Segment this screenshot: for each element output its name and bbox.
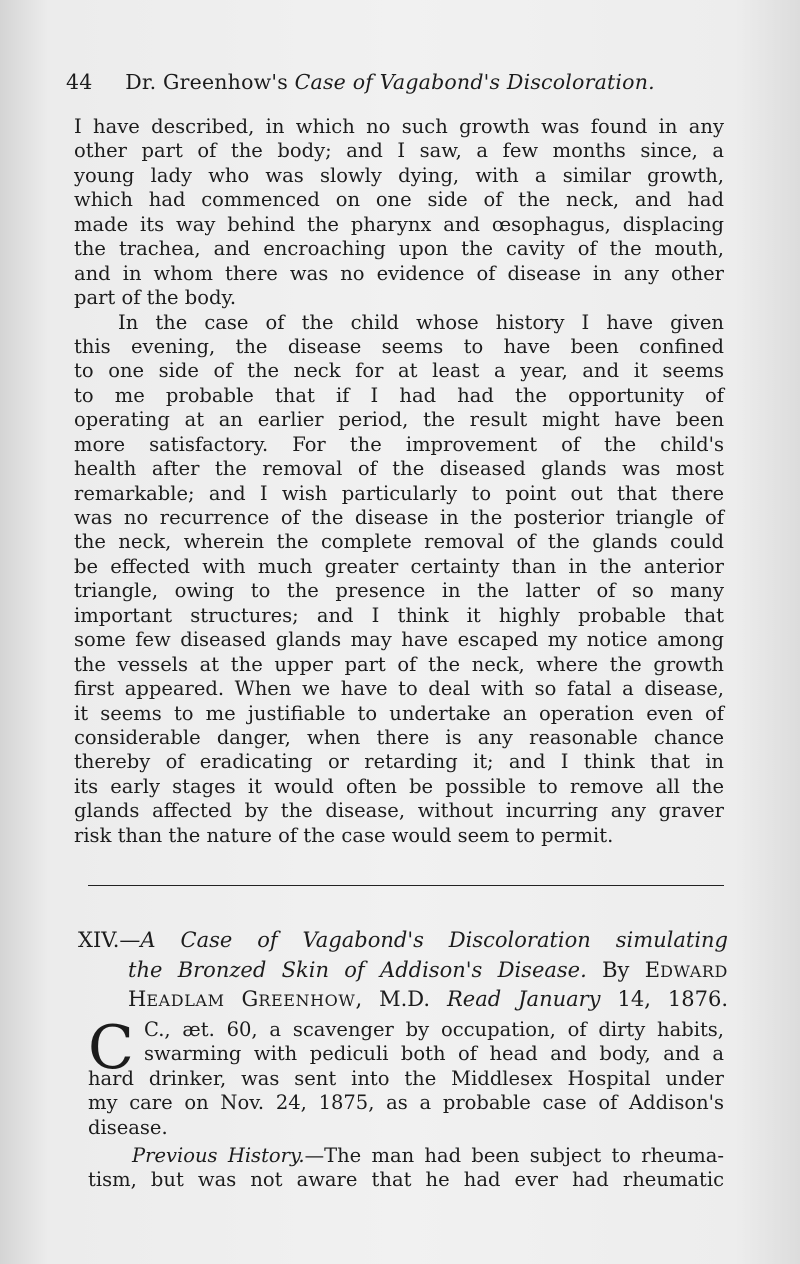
text-line: its early stages it would often be possible to remove all the: [74, 774, 724, 798]
text-line: remarkable; and I wish particularly to point out that there: [74, 481, 724, 505]
heading-line-1: [78, 926, 728, 956]
section-heading: [78, 926, 728, 1015]
page-number: 44: [66, 70, 93, 94]
section-title-part-1: A Case of Vagabond's Discoloration simulating: [140, 928, 728, 952]
history-text: [88, 1144, 724, 1193]
text-line: disease.: [88, 1115, 168, 1139]
text-line: swarming with pediculi both of head and body, and a: [144, 1042, 724, 1066]
author-middle-name: HEADLAM: [128, 987, 225, 1011]
text-line: hard drinker, was sent into the Middlesex Hospital under: [88, 1066, 724, 1090]
running-head: [66, 70, 706, 94]
section-title-part-2: the Bronzed Skin of Addison's Disease.: [128, 957, 587, 982]
text-line: risk than the nature of the case would seem to permit.: [74, 823, 614, 847]
text-line: the trachea, and encroaching upon the cavity of the mouth,: [74, 237, 724, 261]
text-line: the vessels at the upper part of the neck, where the growth: [74, 652, 724, 676]
text-line: it seems to me justifiable to undertake an operation even of: [74, 701, 724, 725]
text-line: which had commenced on one side of the neck, and had: [74, 188, 724, 212]
text-line: and in whom there was no evidence of disease in any other: [74, 261, 724, 285]
drop-cap: C: [88, 1013, 134, 1083]
section-divider: [88, 885, 724, 886]
text-line: first appeared. When we have to deal with so fatal a disease,: [74, 677, 724, 701]
text-line: health after the removal of the diseased glands was most: [74, 457, 724, 481]
history-label: Previous History.: [132, 1144, 305, 1167]
read-date: 14, 1876.: [617, 987, 729, 1011]
heading-line-2: [78, 956, 728, 986]
heading-line-3: [78, 985, 728, 1015]
text-line: the neck, wherein the complete removal of the glands could: [74, 530, 724, 554]
text-line: to me probable that if I had had the opportunity of: [74, 383, 724, 407]
text-line: was no recurrence of the disease in the posterior triangle of: [74, 506, 724, 529]
text-line: other part of the body; and I saw, a few months since, a: [74, 139, 724, 163]
body-text: [74, 115, 724, 848]
text-line: my care on Nov. 24, 1875, as a probable case of Addison's: [88, 1091, 724, 1115]
text-line: be effected with much greater certainty than in the anterior: [74, 554, 724, 578]
read-date-label: Read January: [446, 987, 601, 1011]
text-line: operating at an earlier period, the result might have been: [74, 408, 724, 432]
text-line: I have described, in which no such growth was found in any: [74, 115, 724, 138]
text-line: made its way behind the pharynx and œsophagus, displacing: [74, 212, 724, 236]
running-head-author: Dr. Greenhow's: [125, 70, 288, 94]
text-line: In the case of the child whose history I have given: [118, 310, 724, 334]
text-line: considerable danger, when there is any reasonable chance: [74, 725, 724, 749]
text-line: more satisfactory. For the improvement of the child's: [74, 432, 724, 456]
text-line: important structures; and I think it highly probable that: [74, 603, 724, 627]
case-text: [88, 1013, 724, 1140]
text-line: Previous History.—The man had been subject to rheuma-: [132, 1144, 724, 1167]
text-line: triangle, owing to the presence in the latter of so many: [74, 579, 724, 603]
text-line: some few diseased glands may have escaped my notice among: [74, 628, 724, 652]
text-line: thereby of eradicating or retarding it; and I think that in: [74, 750, 724, 774]
text-line: C., æt. 60, a scavenger by occupation, of dirty habits,: [144, 1018, 724, 1041]
text-line: this evening, the disease seems to have been confined: [74, 334, 724, 358]
text-line: young lady who was slowly dying, with a similar growth,: [74, 163, 724, 187]
text-line: glands affected by the disease, without incurring any graver: [74, 799, 724, 823]
text-line: tism, but was not aware that he had ever had rheumatic: [88, 1168, 724, 1192]
text-line: part of the body.: [74, 286, 237, 310]
text-line: to one side of the neck for at least a year, and it seems: [74, 359, 724, 383]
author-surname: GREENHOW, M.D.: [241, 987, 431, 1011]
by-label: By: [602, 957, 630, 982]
section-numeral: XIV.—: [78, 928, 141, 952]
running-head-title: Case of Vagabond's Discoloration.: [294, 70, 655, 94]
author-first-name: EDWARD: [644, 957, 728, 982]
